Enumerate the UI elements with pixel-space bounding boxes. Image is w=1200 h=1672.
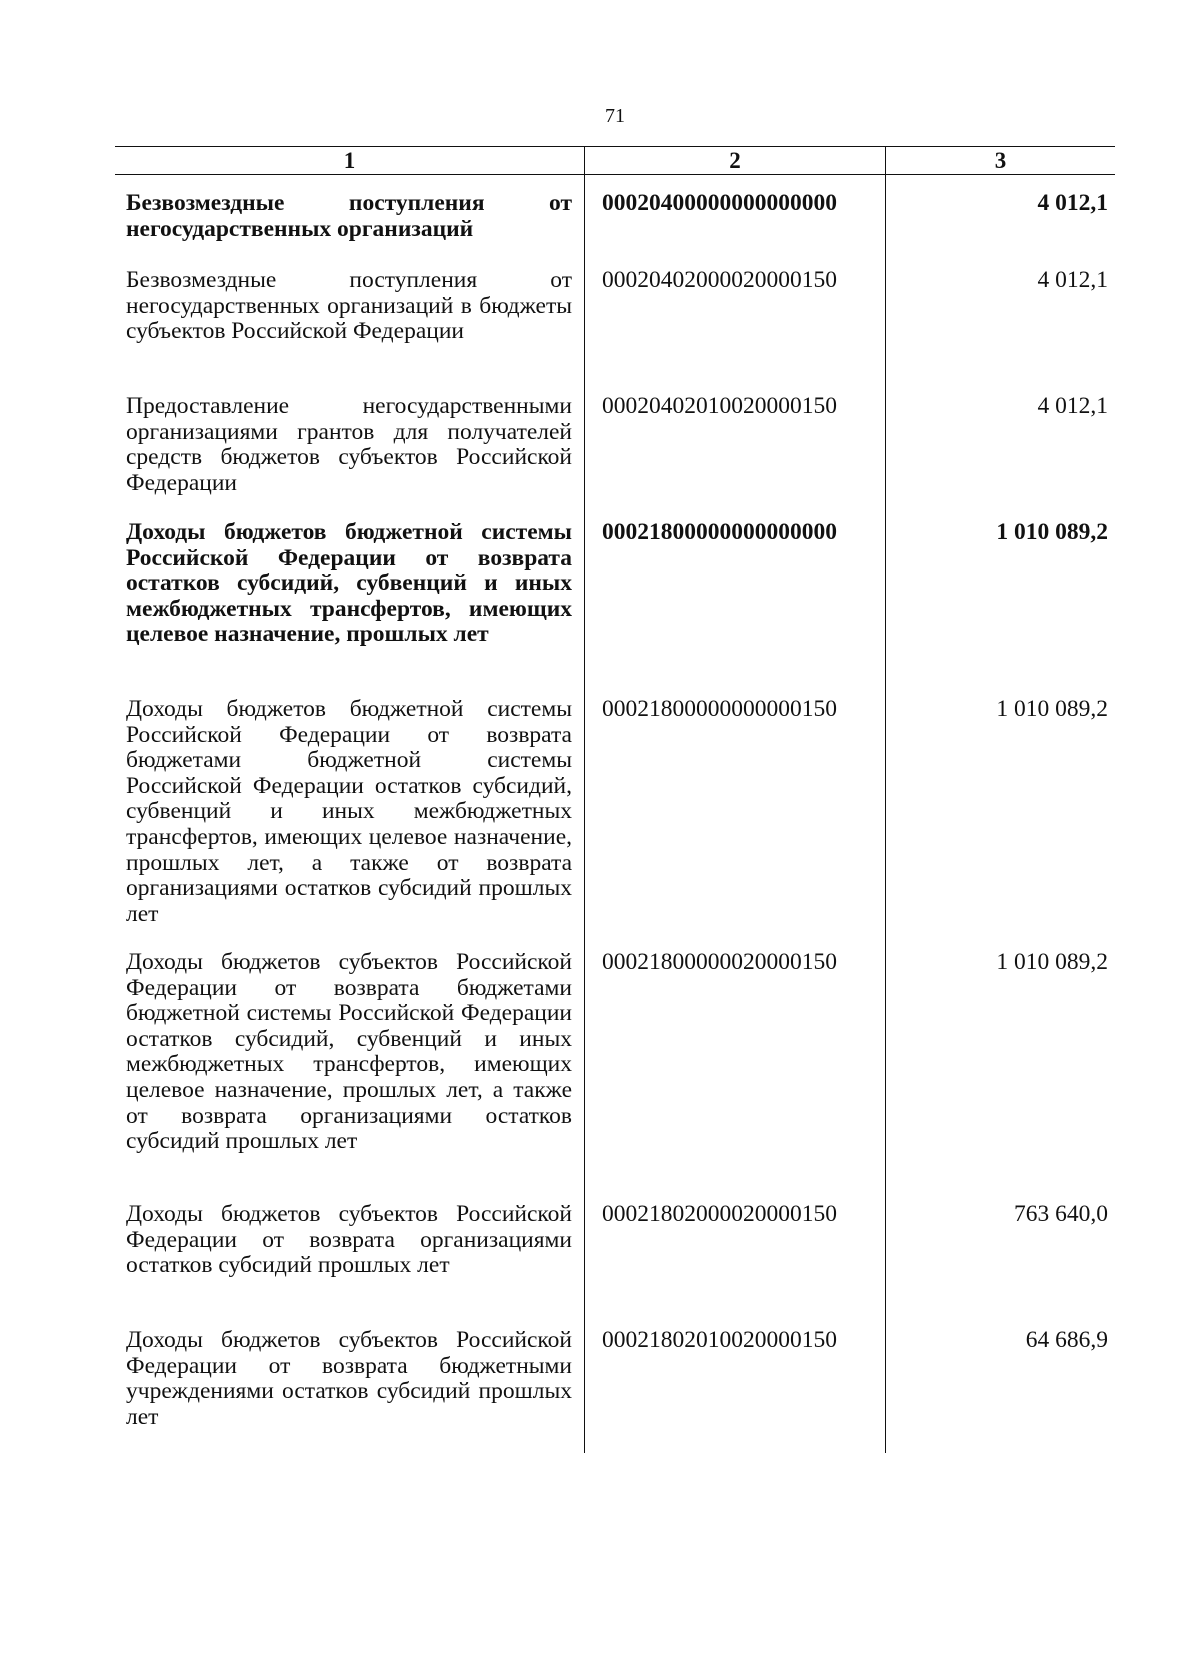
- row-name: Безвозмездные поступления от негосударственных организаций в бюджеты субъектов Российской Федерации: [126, 267, 572, 345]
- column-divider: [885, 146, 886, 1453]
- row-amount: 1 010 089,2: [996, 696, 1108, 722]
- row-code: 00020402010020000150: [602, 393, 837, 419]
- row-name: Доходы бюджетов бюджетной системы Российской Федерации от возврата бюджетами бюджетной системы Российской Федерации остатков субсидий, субвенций и иных межбюджетных трансфертов, имеющих целевое назначение, прошлых лет, а также от возврата организациями остатков субсидий прошлых лет: [126, 696, 572, 927]
- row-name: Безвозмездные поступления от негосударственных организаций: [126, 190, 572, 242]
- row-code: 00021802000020000150: [602, 1201, 837, 1227]
- row-name: Предоставление негосударственными организациями грантов для получателей средств бюджетов субъектов Российской Федерации: [126, 393, 572, 496]
- row-code: 00021802010020000150: [602, 1327, 837, 1353]
- row-code: 00021800000000000000: [602, 519, 837, 545]
- row-code: 00020400000000000000: [602, 190, 837, 216]
- column-divider: [584, 146, 585, 1453]
- row-amount: 4 012,1: [1037, 190, 1108, 216]
- header-col-2: 2: [729, 148, 741, 173]
- row-name: Доходы бюджетов бюджетной системы Российской Федерации от возврата остатков субсидий, субвенций и иных межбюджетных трансфертов, имеющих целевое назначение, прошлых лет: [126, 519, 572, 648]
- row-name: Доходы бюджетов субъектов Российской Федерации от возврата бюджетными учреждениями остатков субсидий прошлых лет: [126, 1327, 572, 1430]
- header-bottom-border: [115, 174, 1115, 175]
- row-amount: 1 010 089,2: [996, 949, 1108, 975]
- row-name: Доходы бюджетов субъектов Российской Федерации от возврата бюджетами бюджетной системы Российской Федерации остатков субсидий, субвенций и иных межбюджетных трансфертов, имеющих целевое назначение, прошлых лет, а также от возврата организациями остатков субсидий прошлых лет: [126, 949, 572, 1155]
- row-amount: 763 640,0: [1014, 1201, 1108, 1227]
- row-amount: 4 012,1: [1037, 393, 1108, 419]
- header-col-1: 1: [343, 148, 356, 173]
- revenue-table: [115, 146, 1115, 1453]
- row-amount: 4 012,1: [1037, 267, 1108, 293]
- row-amount: 1 010 089,2: [996, 519, 1108, 545]
- page-number: 71: [605, 105, 625, 127]
- row-name: Доходы бюджетов субъектов Российской Федерации от возврата организациями остатков субсидий прошлых лет: [126, 1201, 572, 1279]
- row-code: 00020402000020000150: [602, 267, 837, 293]
- row-code: 00021800000020000150: [602, 949, 837, 975]
- row-amount: 64 686,9: [1025, 1327, 1108, 1353]
- row-code: 00021800000000000150: [602, 696, 837, 722]
- header-col-3: 3: [994, 148, 1007, 173]
